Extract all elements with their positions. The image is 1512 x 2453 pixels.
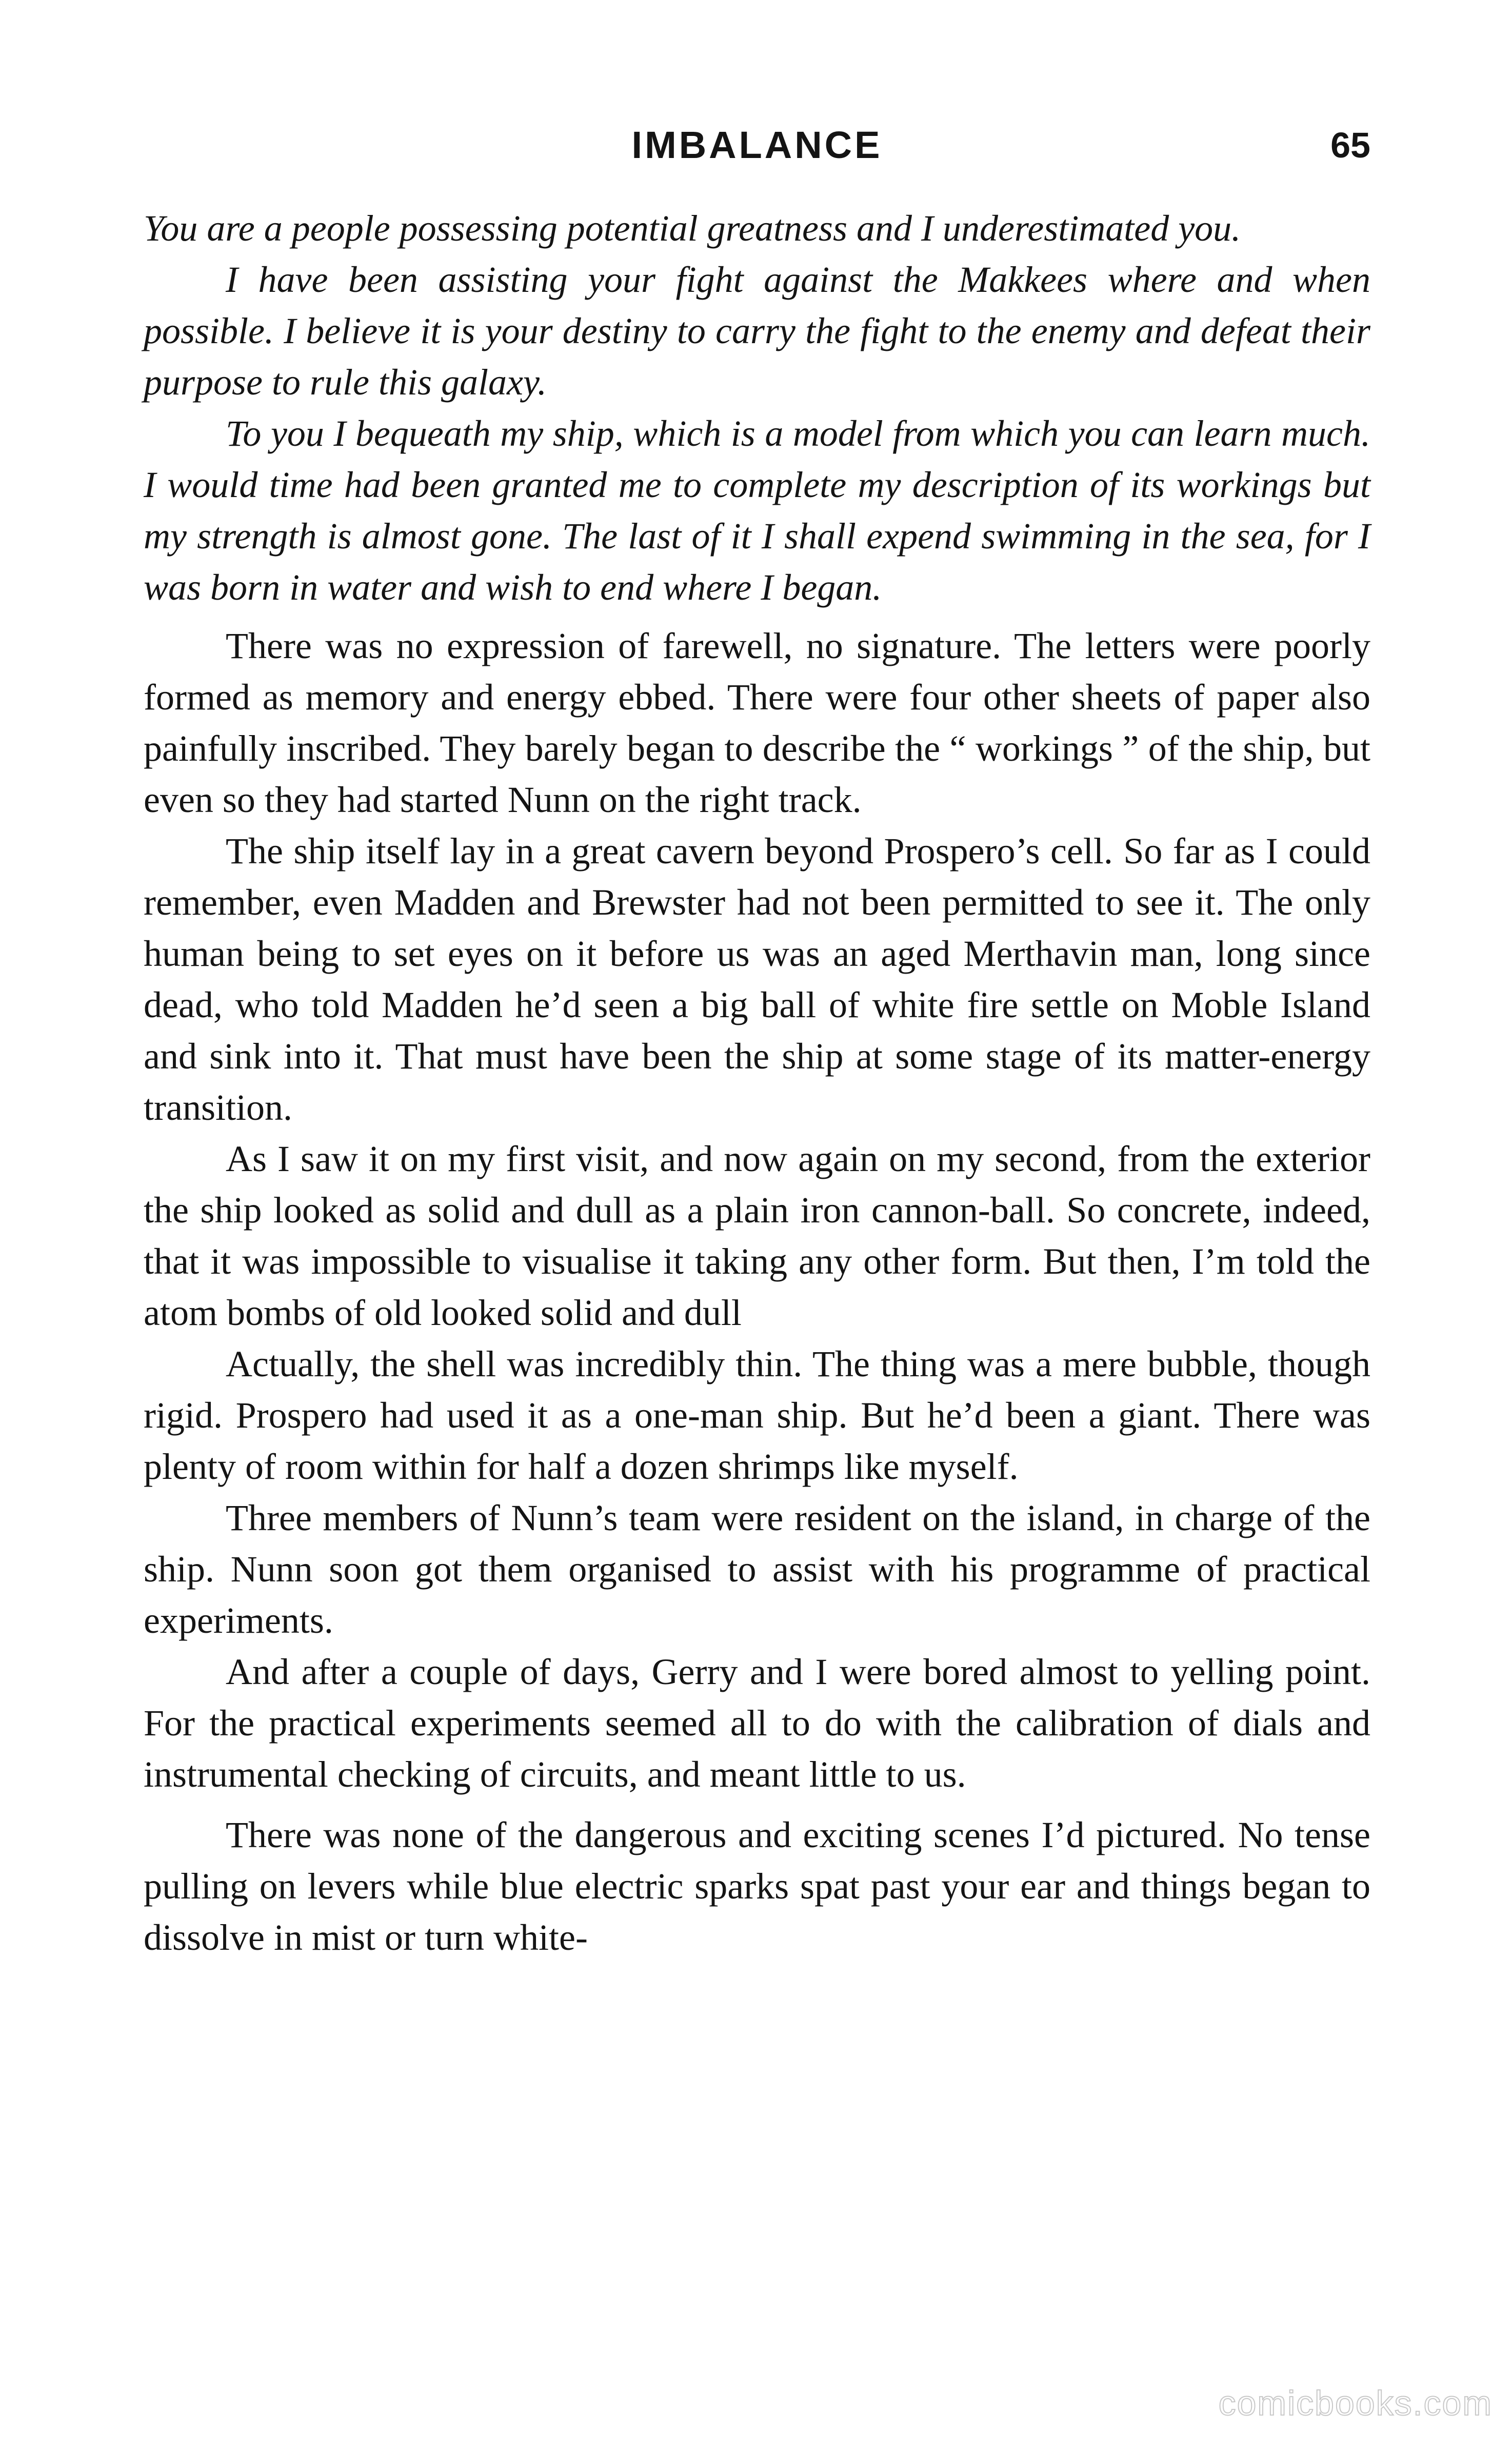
body-paragraph: Three members of Nunn’s team were resident on the island, in charge of the ship. Nunn soon got them organised to assist with his programme of practical experiments. — [144, 1497, 1370, 1641]
letter-paragraph: You are a people possessing potential greatness and I underestimated you. — [144, 208, 1241, 249]
watermark: comicbooks.com — [1218, 2384, 1493, 2423]
letter-paragraph: To you I bequeath my ship, which is a model from which you can learn much. I would time had been granted me to complete my description of its workings but my strength is almost gone. The last of it I shall expend swimming in the sea, for I was born in water and wish to end where I began. — [144, 413, 1370, 608]
page-header — [144, 117, 1370, 173]
letter-paragraph: I have been assisting your fight against the Makkees where and when possible. I believe it is your destiny to carry the fight to the enemy and defeat their purpose to rule this galaxy. — [144, 259, 1370, 403]
body-paragraph: There was none of the dangerous and exciting scenes I’d pictured. No tense pulling on levers while blue electric sparks spat past your ear and things began to dissolve in mist or turn white- — [144, 1814, 1370, 1958]
page-number: 65 — [1330, 125, 1370, 165]
body-paragraph: There was no expression of farewell, no signature. The letters were poorly formed as memory and energy ebbed. There were four other sheets of paper also painfully inscribed. They barely began to describe the “ workings ” of the ship, but even so they had started Nunn on the right track. — [144, 625, 1370, 820]
body-paragraph: The ship itself lay in a great cavern beyond Prospero’s cell. So far as I could remember, even Madden and Brewster had not been permitted to see it. The only human being to set eyes on it before us was an aged Merthavin man, long since dead, who told Madden he’d seen a big ball of white fire settle on Moble Island and sink into it. That must have been the ship at some stage of its matter-energy transition. — [144, 830, 1370, 1128]
body-paragraph: And after a couple of days, Gerry and I were bored almost to yelling point. For the practical experiments seemed all to do with the calibration of dials and instrumental checking of circuits, and meant little to us. — [144, 1651, 1370, 1795]
body-text — [144, 203, 1370, 1963]
body-paragraph: As I saw it on my first visit, and now again on my second, from the exterior the ship looked as solid and dull as a plain iron cannon-ball. So concrete, indeed, that it was impossible to visualise it taking any other form. But then, I’m told the atom bombs of old looked solid and dull — [144, 1138, 1370, 1333]
body-paragraph: Actually, the shell was incredibly thin. The thing was a mere bubble, though rigid. Prospero had used it as a one-man ship. But he’d been a giant. There was plenty of room within for half a dozen shrimps like myself. — [144, 1343, 1370, 1487]
running-title: IMBALANCE — [631, 124, 883, 166]
